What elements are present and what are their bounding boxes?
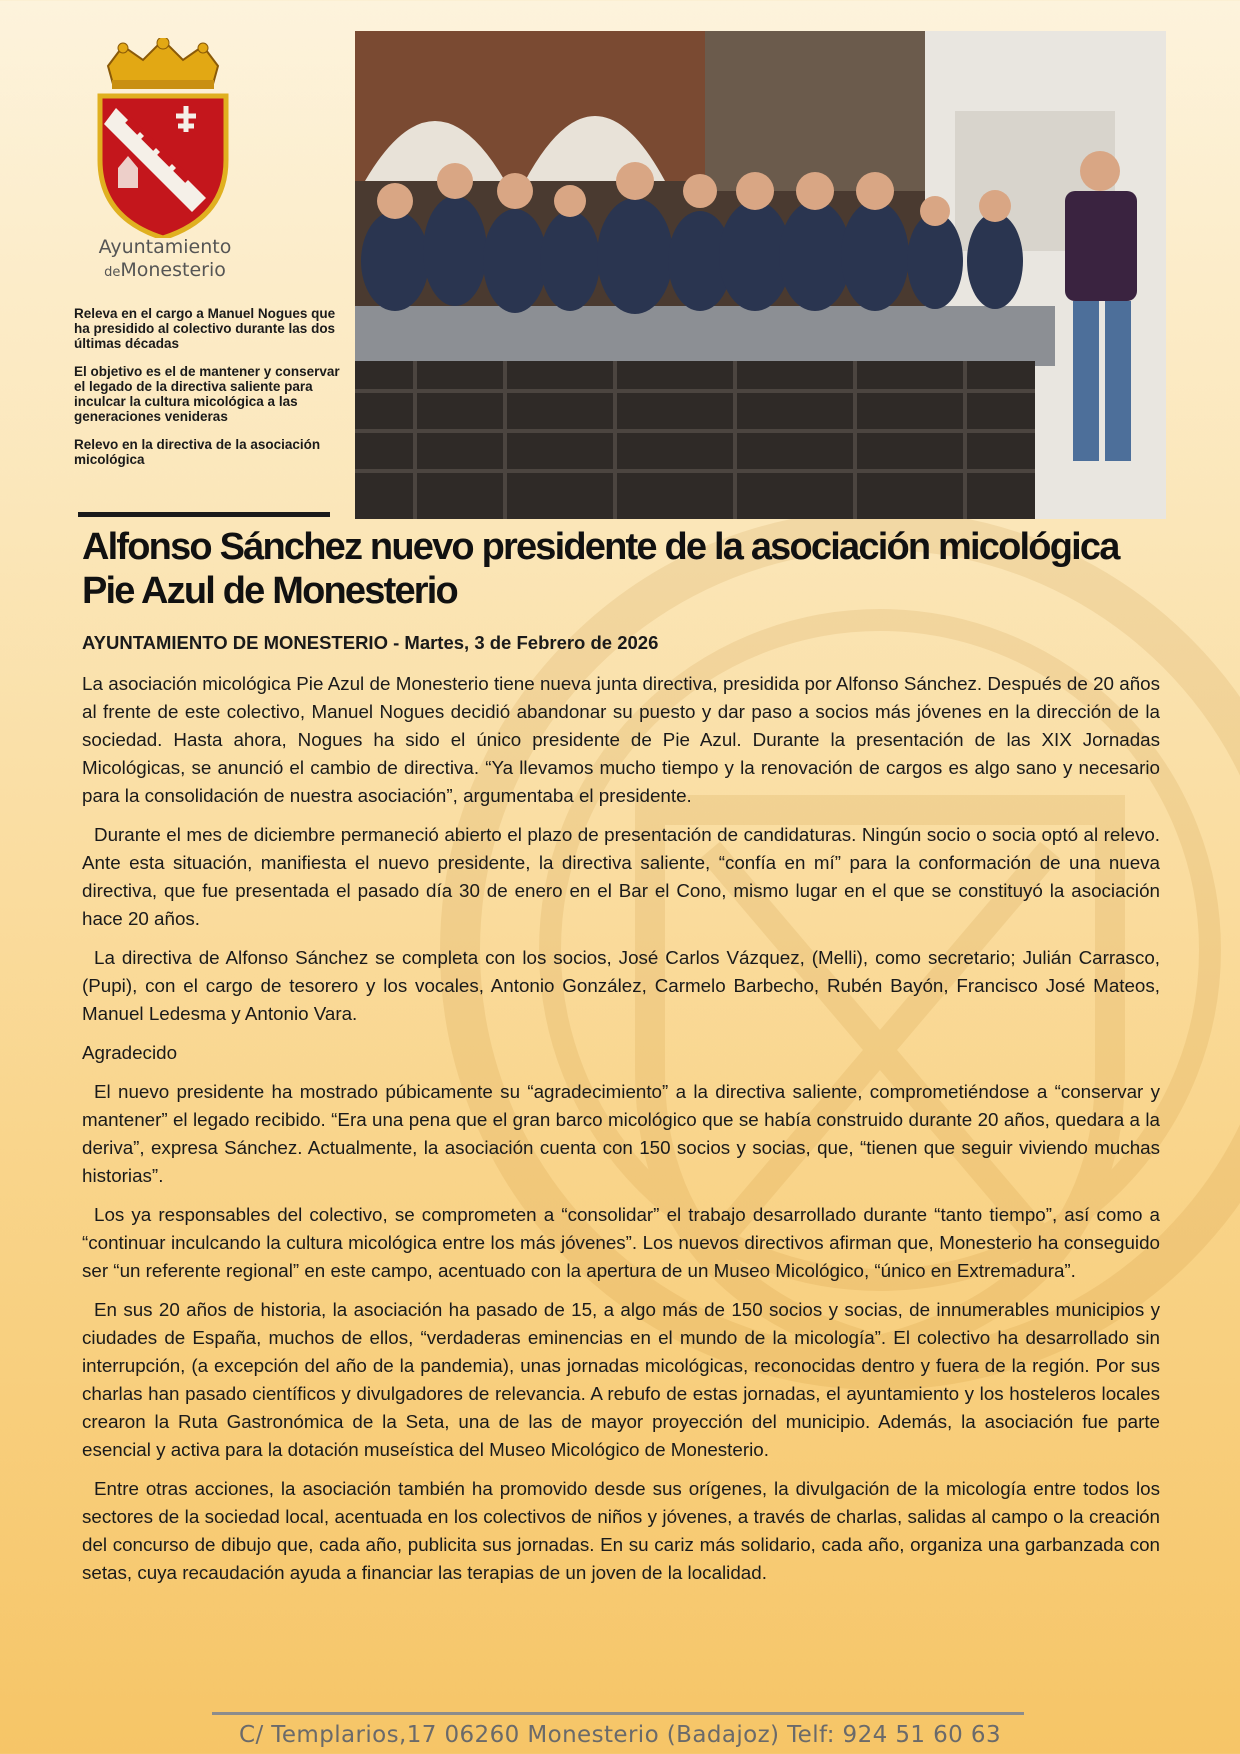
municipal-coat-of-arms-icon xyxy=(88,38,238,238)
logo-caption xyxy=(70,236,260,284)
byline-source: AYUNTAMIENTO DE MONESTERIO xyxy=(82,632,388,653)
article-paragraph: La directiva de Alfonso Sánchez se completa con los socios, José Carlos Vázquez, (Melli), como secretario; Julián Carrasco, (Pupi), con el cargo de tesorero y los vocales, Antonio González, Carmelo Barbecho, Rubén Bayón, Francisco José Mateos, Manuel Ledesma y Antonio Vara. xyxy=(82,947,1160,1024)
group-photo-at-bar-counter-icon xyxy=(355,31,1166,519)
article-paragraph: Entre otras acciones, la asociación también ha promovido desde sus orígenes, la divulgación de la micología entre todos los sectores de la sociedad local, acentuada en los colectivos de niños y jóvenes, a través de charlas, salidas al campo o la creación del concurso de dibujo que, cada año, publicita sus jornadas. En su cariz más solidario, cada año, organiza una garbanzada con setas, cuya recaudación ayuda a financiar las terapias de un joven de la localidad. xyxy=(82,1478,1160,1583)
highlight-item: El objetivo es el de mantener y conservar el legado de la directiva saliente para inculcar la cultura micológica a las generaciones venideras xyxy=(74,364,340,424)
article-title: Alfonso Sánchez nuevo presidente de la asociación micológica Pie Azul de Monesterio xyxy=(82,526,1119,612)
logo-line-2-name: Monesterio xyxy=(120,259,226,281)
article-paragraph: Los ya responsables del colectivo, se comprometen a “consolidar” el trabajo desarrollado durante “tanto tiempo”, así como a “continuar inculcando la cultura micológica entre los más jóvenes”. Los nuevos directivos afirman que, Monesterio ha conseguido ser “un referente regional” en este campo, acentuado con la apertura de un Museo Micológico, “único en Extremadura”. xyxy=(82,1204,1160,1281)
section-divider xyxy=(78,512,330,517)
article-paragraph: En sus 20 años de historia, la asociación ha pasado de 15, a algo más de 150 socios y socias, de innumerables municipios y ciudades de España, muchos de ellos, “verdaderas eminencias en el mundo de la micología”. El colectivo ha desarrollado sin interrupción, (a excepción del año de la pandemia), unas jornadas micológicas, reconocidas dentro y fuera de la región. Por sus charlas han pasado científicos y divulgadores de relevancia. A rebufo de estas jornadas, el ayuntamiento y los hosteleros locales crearon la Ruta Gastronómica de la Seta, una de las de mayor proyección del municipio. Además, la asociación fue parte esencial y activa para la dotación museística del Museo Micológico de Monesterio. xyxy=(82,1299,1160,1460)
highlight-item: Relevo en la directiva de la asociación micológica xyxy=(74,437,321,467)
article-body xyxy=(82,670,1160,1598)
byline-date: - Martes, 3 de Febrero de 2026 xyxy=(387,632,659,653)
highlight-item: Releva en el cargo a Manuel Nogues que ha presidido al colectivo durante las dos últimas décadas xyxy=(74,306,336,351)
logo-line-1: Ayuntamiento xyxy=(98,236,232,258)
article-byline xyxy=(82,632,658,654)
footer-divider xyxy=(212,1712,1024,1715)
highlights-list xyxy=(74,306,349,480)
article-paragraph: Durante el mes de diciembre permaneció abierto el plazo de presentación de candidaturas. Ningún socio o socia optó al relevo. Ante esta situación, manifiesta el nuevo presidente, la directiva saliente, “confía en mí” para la conformación de una nueva directiva, que fue presentada el pasado día 30 de enero en el Bar el Cono, mismo lugar en el que se constituyó la asociación hace 20 años. xyxy=(82,824,1160,929)
article-paragraph: El nuevo presidente ha mostrado púbicamente su “agradecimiento” a la directiva saliente, comprometiéndose a “conservar y mantener” el legado recibido. “Era una pena que el gran barco micológico que se había construido durante 20 años, quedara a la deriva”, expresa Sánchez. Actualmente, la asociación cuenta con 150 socios y socias, que, “tienen que seguir viviendo muchas historias”. xyxy=(82,1081,1160,1186)
logo-line-2 xyxy=(70,259,260,284)
article-subheading: Agradecido xyxy=(82,1042,178,1063)
article-paragraph: La asociación micológica Pie Azul de Monesterio tiene nueva junta directiva, presidida por Alfonso Sánchez. Después de 20 años al frente de este colectivo, Manuel Nogues decidió abandonar su puesto y dar paso a socios más jóvenes en la dirección de la sociedad. Hasta ahora, Nogues ha sido el único presidente de Pie Azul. Durante la presentación de las XIX Jornadas Micológicas, se anunció el cambio de directiva. “Ya llevamos mucho tiempo y la renovación de cargos es algo sano y necesario para la consolidación de nuestra asociación”, argumentaba el presidente. xyxy=(82,673,1160,806)
logo-line-2-prefix: de xyxy=(104,265,121,280)
footer-address: C/ Templarios,17 06260 Monesterio (Badajoz) Telf: 924 51 60 63 xyxy=(238,1722,1001,1748)
group-photo xyxy=(355,31,1166,519)
